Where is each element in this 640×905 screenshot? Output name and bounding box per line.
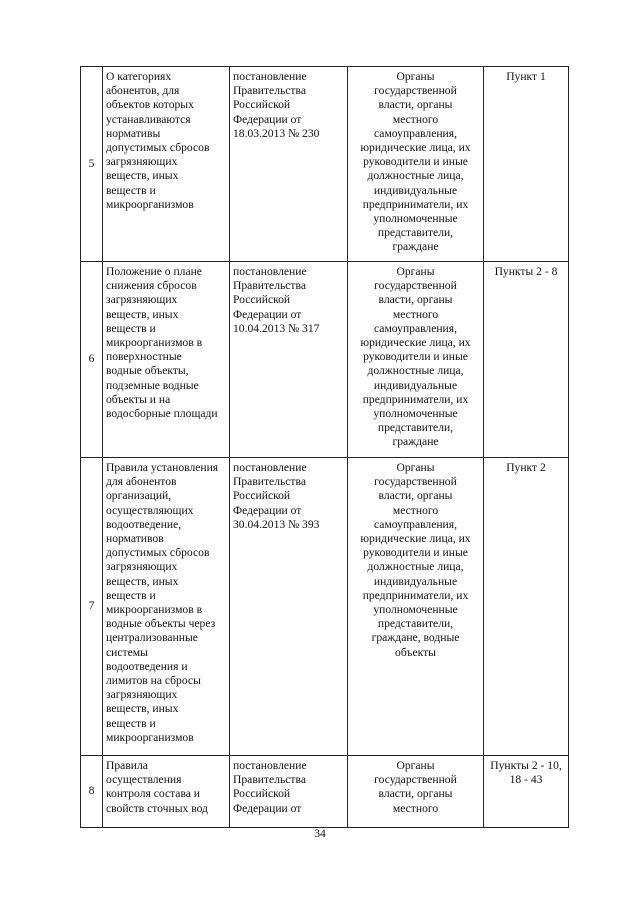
- page-number: 34: [314, 827, 326, 840]
- regulated-subjects: Органы государственной власти, органы местного: [348, 756, 484, 828]
- row-number: 7: [81, 458, 103, 756]
- applicable-points: Пункт 2: [484, 458, 569, 756]
- act-reference: постановление Правительства Российской Федерации от 10.04.2013 № 317: [230, 262, 348, 458]
- act-title: Правила установления для абонентов организаций, осуществляющих водоотведение, нормативов допустимых сбросов загрязняющих веществ, иных веществ и микроорганизмов в водные объекты через централизованные системы водоотведения и лимитов на сбросы загрязняющих веществ, иных веществ и микроорганизмов: [103, 458, 230, 756]
- act-title: Правила осуществления контроля состава и свойств сточных вод: [103, 756, 230, 828]
- row-number: 6: [81, 262, 103, 458]
- act-title: О категориях абонентов, для объектов которых устанавливаются нормативы допустимых сбросов загрязняющих веществ, иных веществ и микроорганизмов: [103, 67, 230, 262]
- table-row: [81, 262, 569, 458]
- table-row: [81, 756, 569, 828]
- applicable-points: Пункт 1: [484, 67, 569, 262]
- regulated-subjects: Органы государственной власти, органы местного самоуправления, юридические лица, их руководители и иные должностные лица, индивидуальные предприниматели, их уполномоченные представители, граждане, водные объекты: [348, 458, 484, 756]
- act-reference: постановление Правительства Российской Федерации от: [230, 756, 348, 828]
- act-reference: постановление Правительства Российской Федерации от 18.03.2013 № 230: [230, 67, 348, 262]
- act-title: Положение о плане снижения сбросов загрязняющих веществ, иных веществ и микроорганизмов в поверхностные водные объекты, подземные водные объекты и на водосборные площади: [103, 262, 230, 458]
- row-number: 8: [81, 756, 103, 828]
- applicable-points: Пункты 2 - 10, 18 - 43: [484, 756, 569, 828]
- act-reference: постановление Правительства Российской Федерации от 30.04.2013 № 393: [230, 458, 348, 756]
- row-number: 5: [81, 67, 103, 262]
- table-row: [81, 458, 569, 756]
- applicable-points: Пункты 2 - 8: [484, 262, 569, 458]
- regulated-subjects: Органы государственной власти, органы местного самоуправления, юридические лица, их руководители и иные должностные лица, индивидуальные предприниматели, их уполномоченные представители, граждане: [348, 67, 484, 262]
- table-row: [81, 67, 569, 262]
- regulations-table: [80, 66, 569, 828]
- regulated-subjects: Органы государственной власти, органы местного самоуправления, юридические лица, их руководители и иные должностные лица, индивидуальные предприниматели, их уполномоченные представители, граждане: [348, 262, 484, 458]
